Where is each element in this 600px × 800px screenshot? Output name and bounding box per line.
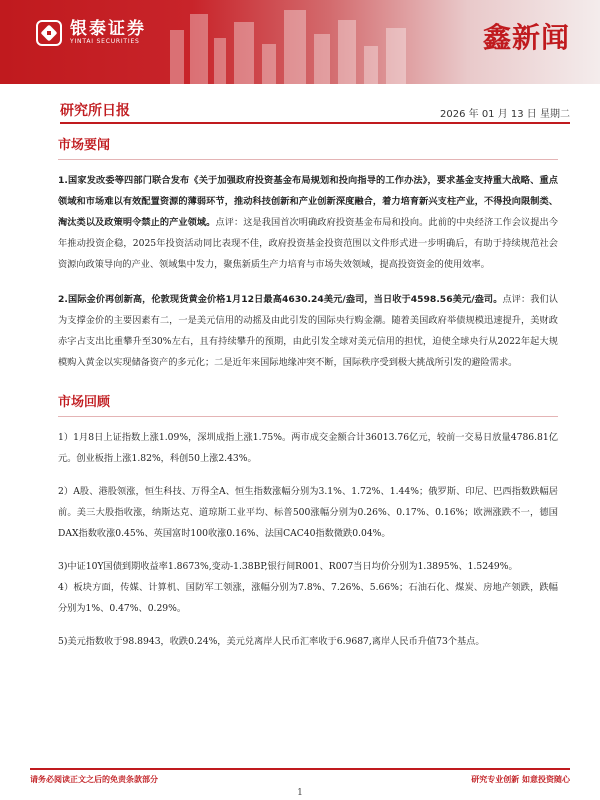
report-date: 2026 年 01 月 13 日 星期二	[440, 109, 570, 120]
header-banner	[0, 0, 600, 84]
skyline-decoration	[150, 0, 450, 84]
report-content	[58, 130, 558, 664]
header-divider	[60, 122, 570, 124]
report-title: 研究所日报	[60, 103, 130, 119]
review-item: 5)美元指数收于98.8943，收跌0.24%，美元兑离岸人民币汇率收于6.9687,离岸人民币升值73个基点。	[58, 636, 485, 647]
review-item: 3)中证10Y国债到期收益率1.8673%,变动-1.38BP,银行间R001、R007当日均价分别为1.3895%、1.5249%。	[58, 561, 518, 572]
company-logo	[36, 20, 146, 46]
news-item-comment: 点评：我们认为支撑金价的主要因素有二，一是美元信用的动摇及由此引发的国际央行购金潮。随着美国政府举债规模迅速提升，美财政赤字占支出比重攀升至30%左右，且有持续攀升的预期，由此引发全球对美元信用的担忧，迫使全球央行从2022年起大规模购入黄金以实现储备资产的多元化；二是近年来国际地缘冲突不断，国际秩序受到极大挑战所引发的避险需求。	[58, 294, 559, 368]
review-item: 1）1月8日上证指数上涨1.09%，深圳成指上涨1.75%。两市成交金额合计36013.76亿元，较前一交易日放量4786.81亿元。创业板指上涨1.82%，科创50上涨2.43%。	[58, 432, 558, 464]
footer-slogan: 研究专业创新 如意投资随心	[471, 775, 570, 784]
logo-text-en: YINTAI SECURITIES	[70, 38, 140, 45]
footer-disclaimer: 请务必阅读正文之后的免责条款部分	[30, 775, 158, 784]
section-title-review: 市场回顾	[58, 387, 558, 417]
news-item	[58, 289, 558, 373]
logo-text-cn: 银泰证券	[70, 19, 146, 39]
news-item-headline: 1.国家发改委等四部门联合发布《关于加强政府投资基金布局规划和投向指导的工作办法》，要求基金支持重大战略、重点领域和市场难以有效配置资源的薄弱环节，推动科技创新和产业创新深度融合，着力培育新兴支柱产业，不得投向限制类、淘汰类以及政策明令禁止的产业领域。	[58, 175, 558, 228]
review-item: 2）A股、港股领涨，恒生科技、万得全A、恒生指数涨幅分别为3.1%、1.72%、1.44%；俄罗斯、印尼、巴西指数跌幅居前。美三大股指收涨，纳斯达克、道琼斯工业平均、标普500涨幅分别为0.26%、0.17%、0.16%；欧洲涨跌不一，德国DAX指数收涨0.45%、英国富时100收涨0.16%、法国CAC40指数微跌0.04%。	[58, 486, 558, 539]
logo-icon	[36, 20, 62, 46]
news-item-comment: 点评：这是我国首次明确政府投资基金布局和投向。此前的中央经济工作会议提出今年推动投资企稳，2025年投资活动同比表现不佳，政府投资基金投资范围以文件形式进一步明确后，有助于持续规范社会资源向政策导向的产业、领域集中发力，聚焦新质生产力培育与市场失效领域，提高投资资金的使用效率。	[58, 217, 559, 270]
page-footer	[30, 768, 570, 785]
news-item-headline: 2.国际金价再创新高，伦敦现货黄金价格1月12日最高4630.24美元/盎司，当日收于4598.56美元/盎司。	[58, 294, 503, 305]
brand-title: 鑫新闻	[482, 21, 570, 54]
review-item: 4）板块方面，传媒、计算机、国防军工领涨，涨幅分别为7.8%、7.26%、5.66%；石油石化、煤炭、房地产领跌，跌幅分别为1%、0.47%、0.29%。	[58, 582, 558, 614]
page-number: 1	[297, 788, 303, 798]
news-item	[58, 170, 558, 275]
section-title-news: 市场要闻	[58, 130, 558, 160]
market-review	[58, 427, 558, 652]
report-subheader	[60, 98, 570, 120]
